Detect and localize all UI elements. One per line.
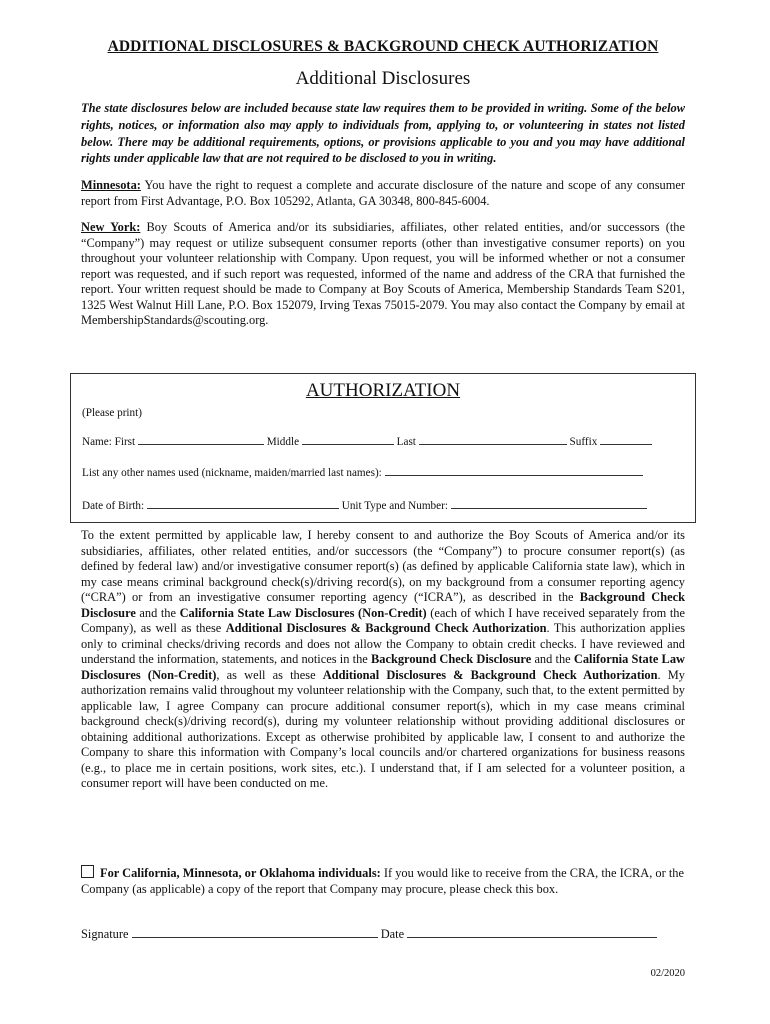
- signature-row: [81, 927, 657, 942]
- consent-bold-1: Background Check Disclosure: [81, 590, 685, 620]
- consent-bold-4: Background Check Disclosure: [371, 652, 532, 666]
- minnesota-text: You have the right to request a complete and accurate disclosure of the nature and scope of any consumer report from First Advantage, P.O. Box 105292, Atlanta, GA 30348, 800-845-6004.: [81, 178, 685, 208]
- consent-text-3: (each of which I have received separately from the Company), as well as these: [81, 605, 685, 635]
- document-page: [81, 38, 686, 979]
- consent-bold-6: Additional Disclosures & Background Check Authorization: [322, 667, 658, 682]
- middle-name-field[interactable]: [302, 434, 394, 445]
- authorization-box: [70, 373, 696, 523]
- consent-text-7: . My authorization remains valid throughout my volunteer relationship with the Company, such that, to the extent permitted by applicable law, I agree Company can procure additional consumer report(s), which in my case means criminal background check(s)/driving record(s), during my volunteer relationship without providing additional disclosures or obtaining additional authorizations. Except as otherwise prohibited by applicable law, I consent to and authorize the Company to share this information with Company’s local councils and/or chartered organizations for business reasons (e.g., to place me in certain positions, work sites, etc.). I understand that, if I am selected for a volunteer position, a consumer report will have been conducted on me.: [81, 667, 685, 790]
- minnesota-label: Minnesota:: [81, 178, 141, 193]
- new-york-paragraph: [81, 220, 685, 329]
- suffix-label: Suffix: [569, 436, 598, 448]
- section-title: Additional Disclosures: [295, 68, 471, 89]
- signature-label: Signature: [81, 927, 129, 941]
- other-names-label: List any other names used (nickname, maiden/married last names):: [82, 467, 382, 479]
- name-row: [82, 434, 652, 448]
- intro-paragraph: The state disclosures below are included because state law requires them to be provided in writing. Some of the below rights, notices, or information also may apply to individuals from, applying to, or volunteering in states not listed below. There may be additional requirements, options, or provisions applicable to you and you may have additional rights under applicable law that are not required to be disclosed to you in writing.: [81, 101, 685, 166]
- dob-label: Date of Birth:: [82, 500, 145, 512]
- consent-text-2: and the: [139, 605, 176, 620]
- consent-text-6: , as well as these: [216, 667, 316, 682]
- copy-request-checkbox[interactable]: [81, 865, 94, 878]
- consent-bold-3: Additional Disclosures & Background Check Authorization: [225, 621, 547, 635]
- copy-request-bold: For California, Minnesota, or Oklahoma individuals:: [100, 866, 381, 880]
- consent-paragraph: [81, 528, 685, 792]
- suffix-field[interactable]: [600, 434, 652, 445]
- unit-label: Unit Type and Number:: [341, 500, 448, 512]
- dob-row: [82, 498, 647, 512]
- unit-field[interactable]: [451, 498, 647, 509]
- authorization-title: AUTHORIZATION: [305, 380, 461, 401]
- last-name-label: Last: [396, 436, 416, 448]
- signature-field[interactable]: [132, 927, 378, 938]
- document-title: ADDITIONAL DISCLOSURES & BACKGROUND CHECK AUTHORIZATION: [107, 38, 659, 55]
- last-name-field[interactable]: [419, 434, 567, 445]
- copy-request-paragraph: [81, 865, 685, 897]
- first-name-field[interactable]: [138, 434, 264, 445]
- date-label: Date: [380, 927, 405, 941]
- consent-text-4: . This authorization applies only to criminal checks/driving records and does not allow the Company to obtain credit checks. I have reviewed and understand the information, statements, and notices in the: [81, 621, 686, 666]
- copy-request-text: If you would like to receive from the CRA, the ICRA, or the Company (as applicable) a copy of the report that Company may procure, please check this box.: [81, 866, 684, 896]
- minnesota-paragraph: [81, 178, 685, 209]
- other-names-field[interactable]: [385, 465, 643, 476]
- middle-name-label: Middle: [266, 436, 300, 448]
- consent-text-1: To the extent permitted by applicable law, I hereby consent to and authorize the Boy Scouts of America and/or its subsidiaries, affiliates, other related entities, and/or successors (the “Company”) to procure consumer report(s) (as defined by federal law) and/or investigative consumer report(s) (as defined by applicable California state law), which in my case means criminal background check(s)/driving record(s), on my background from a consumer reporting agency (“CRA”) or from an investigative consumer reporting agency (“ICRA”), as described in the: [81, 528, 685, 604]
- consent-text-5: and the: [534, 652, 571, 666]
- consent-bold-5: California State Law Disclosures (Non-Credit): [81, 652, 685, 682]
- dob-field[interactable]: [147, 498, 339, 509]
- please-print-note: (Please print): [82, 407, 142, 419]
- new-york-label: New York:: [81, 220, 141, 235]
- other-names-row: [82, 465, 643, 479]
- date-field[interactable]: [407, 927, 657, 938]
- consent-bold-2: California State Law Disclosures (Non-Credit): [179, 605, 427, 620]
- new-york-text: Boy Scouts of America and/or its subsidiaries, affiliates, other related entities, and/or successors (the “Company”) may request or utilize subsequent consumer reports (other than investigative consumer reports) on you throughout your volunteer relationship with Company. Upon request, you will be informed whether or not a consumer report was requested, and if such report was requested, informed of the name and address of the CRA that furnished the report. Your written request should be made to Company at Boy Scouts of America, Membership Standards Team S201, 1325 West Walnut Hill Lane, P.O. Box 152079, Irving Texas 75015-2079. You may also contact the Company by email at MembershipStandards@scouting.org.: [81, 220, 685, 328]
- revision-date: 02/2020: [650, 968, 685, 979]
- first-name-label: Name: First: [82, 436, 136, 448]
